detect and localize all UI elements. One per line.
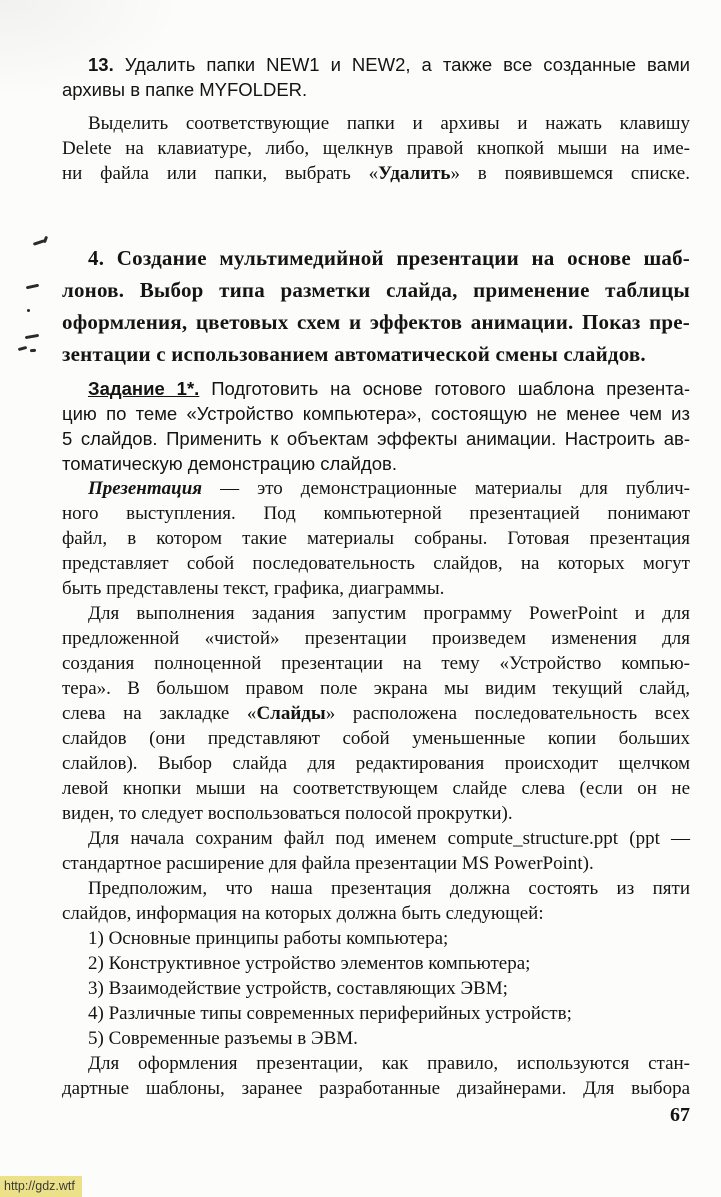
text-segment: Подготовить на основе готового шаблона презента- xyxy=(199,378,690,399)
pen-mark-icon xyxy=(43,236,48,244)
text-line: создания полноценной презентации на тему «Устройство компью- xyxy=(62,653,690,674)
text-line xyxy=(62,161,690,186)
bold-term: Слайды xyxy=(256,703,326,724)
text-line: левой кнопки мыши на соответствующем слайде слева (если он не xyxy=(62,778,690,799)
text-column xyxy=(62,0,690,1128)
paragraph-task1 xyxy=(62,376,690,476)
heading-line: лонов. Выбор типа разметки слайда, применение таблицы xyxy=(62,278,690,302)
text-line: виден, то следует воспользоваться полосой прокрутки). xyxy=(62,803,513,824)
text-line: стандартное расширение для файла презентации MS PowerPoint). xyxy=(62,853,594,874)
pen-mark-icon xyxy=(27,309,30,312)
definition-term: Презентация xyxy=(88,478,203,499)
text-segment: — это демонстрационные материалы для публич- xyxy=(202,478,690,499)
list-item: 5) Современные разъемы в ЭВМ. xyxy=(88,1028,358,1049)
text-line: слайдов, информация на которых должна быть следующей: xyxy=(62,903,544,924)
bold-term: Удалить xyxy=(378,163,451,184)
text-line: 5 слайдов. Применить к объектам эффекты анимации. Настроить ав- xyxy=(62,428,690,449)
pen-mark-icon xyxy=(30,349,36,353)
text-line: дартные шаблоны, заранее разработанные дизайнерами. Для выбора xyxy=(62,1078,690,1099)
watermark-url: http://gdz.wtf xyxy=(0,1176,82,1197)
text-line: Для начала сохраним файл под именем compute_structure.ppt (ppt — xyxy=(88,828,690,849)
text-line: цию по теме «Устройство компьютера», состоящую не менее чем из xyxy=(62,403,690,424)
pen-mark-icon xyxy=(26,284,39,290)
text-line: представляет собой последовательность слайдов, на которых могут xyxy=(62,553,690,574)
text-line: файл, в котором такие материалы собраны. Готовая презентация xyxy=(62,528,690,549)
text-line: Delete на клавиатуре, либо, щелкнув правой кнопкой мыши на име- xyxy=(62,138,690,159)
text-segment: ни файла или папки, выбрать « xyxy=(62,163,379,184)
list-item: 3) Взаимодействие устройств, составляющих ЭВМ; xyxy=(88,978,508,999)
text-line: тера». В большом правом поле экрана мы видим текущий слайд, xyxy=(62,678,690,699)
list-item: 1) Основные принципы работы компьютера; xyxy=(88,928,449,949)
text-segment: слева на закладке « xyxy=(62,703,257,724)
paragraph-delete-folders xyxy=(62,52,690,102)
text-line: предложенной «чистой» презентации произведем изменения для xyxy=(62,628,690,649)
text-line: Для выполнения задания запустим программу PowerPoint и для xyxy=(88,603,690,624)
paragraph-how-to-delete xyxy=(62,111,690,186)
item-number: 13. xyxy=(88,54,114,75)
task-label: Задание 1*. xyxy=(88,378,200,399)
pen-mark-icon xyxy=(18,346,27,351)
text-line: Выделить соответствующие папки и архивы и нажать клавишу xyxy=(88,113,690,134)
text-line: томатическую демонстрацию слайдов. xyxy=(62,453,397,474)
text-line: архивы в папке MYFOLDER. xyxy=(62,79,308,100)
list-item: 4) Различные типы современных периферийных устройств; xyxy=(88,1003,572,1024)
text-line: слайдов (они представляют собой уменьшенные копии больших xyxy=(62,728,690,749)
text-line: Предположим, что наша презентация должна состоять из пяти xyxy=(88,878,690,899)
paragraph-powerpoint xyxy=(62,601,690,826)
paragraph-templates xyxy=(62,1051,690,1101)
paragraph-assume xyxy=(62,876,690,926)
text-segment: » в появившемся списке. xyxy=(450,163,690,184)
text-line: быть представлены текст, графика, диаграммы. xyxy=(62,578,445,599)
text-line xyxy=(62,701,690,726)
text-segment: Удалить папки NEW1 и NEW2, а также все созданные вами xyxy=(113,54,690,75)
heading-line: оформления, цветовых схем и эффектов анимации. Показ пре- xyxy=(62,310,690,334)
list-item: 2) Конструктивное устройство элементов компьютера; xyxy=(88,953,531,974)
paragraph-definition xyxy=(62,476,690,601)
page-number: 67 xyxy=(670,1104,690,1126)
slide-topics-list xyxy=(62,926,690,1051)
text-line xyxy=(62,52,690,77)
paragraph-save-file xyxy=(62,826,690,876)
heading-line: зентации с использованием автоматической смены слайдов. xyxy=(62,342,646,366)
text-line xyxy=(62,476,690,501)
text-segment: » расположена последовательность всех xyxy=(325,703,691,724)
section-heading xyxy=(62,242,690,370)
text-line: Для оформления презентации, как правило, используются стан- xyxy=(88,1053,690,1074)
text-line: слайлов). Выбор слайда для редактирования происходит щелчком xyxy=(62,753,690,774)
text-line xyxy=(62,376,690,401)
pen-mark-icon xyxy=(25,334,39,339)
heading-line: 4. Создание мультимедийной презентации на основе шаб- xyxy=(88,246,690,270)
text-line: ного выступления. Под компьютерной презентацией понимают xyxy=(62,503,690,524)
